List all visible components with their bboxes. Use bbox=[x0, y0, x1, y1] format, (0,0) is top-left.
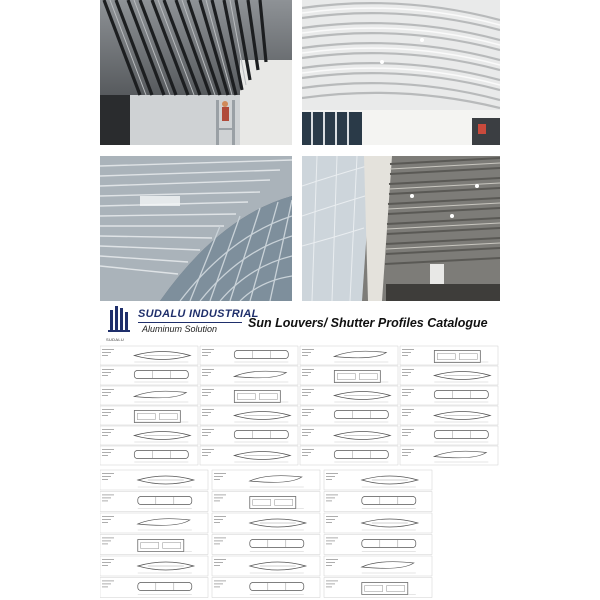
profile-drawing bbox=[400, 446, 498, 465]
profile-drawing bbox=[212, 535, 320, 555]
profile-drawing bbox=[200, 346, 298, 365]
company-name: SUDALU INDUSTRIAL bbox=[138, 308, 259, 320]
brand-divider bbox=[138, 322, 242, 323]
profile-drawing bbox=[300, 406, 398, 425]
profile-drawing bbox=[300, 346, 398, 365]
profile-drawing bbox=[100, 556, 208, 576]
profile-drawing bbox=[400, 386, 498, 405]
profile-drawing bbox=[200, 406, 298, 425]
catalogue-title: Sun Louvers/ Shutter Profiles Catalogue bbox=[248, 316, 488, 330]
profile-drawing bbox=[212, 470, 320, 490]
profile-drawing bbox=[400, 406, 498, 425]
profile-drawing bbox=[200, 386, 298, 405]
photo-curved-strip-ceiling bbox=[302, 0, 500, 145]
photo-baffle-ceiling-column bbox=[302, 156, 500, 301]
profile-drawing bbox=[100, 470, 208, 490]
profile-drawing bbox=[400, 366, 498, 385]
profile-drawing bbox=[200, 426, 298, 445]
profile-drawing bbox=[400, 346, 498, 365]
sudalu-logo-icon bbox=[108, 306, 130, 340]
profile-drawing bbox=[100, 513, 208, 533]
profile-drawing bbox=[100, 578, 208, 598]
profile-drawing bbox=[212, 556, 320, 576]
catalogue-banner bbox=[100, 304, 500, 342]
profile-drawing bbox=[324, 513, 432, 533]
profile-drawing bbox=[100, 426, 198, 445]
profile-drawing bbox=[100, 535, 208, 555]
profile-drawing bbox=[200, 366, 298, 385]
profile-drawing bbox=[100, 386, 198, 405]
profile-drawing bbox=[100, 406, 198, 425]
profile-drawing bbox=[324, 492, 432, 512]
photo-glass-facade-louvers bbox=[100, 156, 292, 301]
profile-drawing bbox=[100, 492, 208, 512]
profile-drawing bbox=[324, 556, 432, 576]
profile-drawing bbox=[300, 386, 398, 405]
profile-drawing bbox=[324, 535, 432, 555]
profile-drawing bbox=[324, 578, 432, 598]
profile-drawing bbox=[212, 513, 320, 533]
profile-drawing bbox=[300, 426, 398, 445]
profile-drawing bbox=[212, 492, 320, 512]
profile-drawing bbox=[100, 446, 198, 465]
profile-drawings-sheet bbox=[100, 344, 500, 600]
company-tagline: Aluminum Solution bbox=[142, 324, 218, 334]
logo-text: SUDALU bbox=[106, 337, 125, 342]
photo-baffle-ceiling-installation bbox=[100, 0, 292, 145]
profile-drawing bbox=[324, 470, 432, 490]
profile-drawing bbox=[212, 578, 320, 598]
profile-drawing bbox=[300, 366, 398, 385]
profile-drawing bbox=[100, 366, 198, 385]
profile-drawing bbox=[300, 446, 398, 465]
profile-drawing bbox=[100, 346, 198, 365]
profile-drawing bbox=[400, 426, 498, 445]
profile-drawing bbox=[200, 446, 298, 465]
